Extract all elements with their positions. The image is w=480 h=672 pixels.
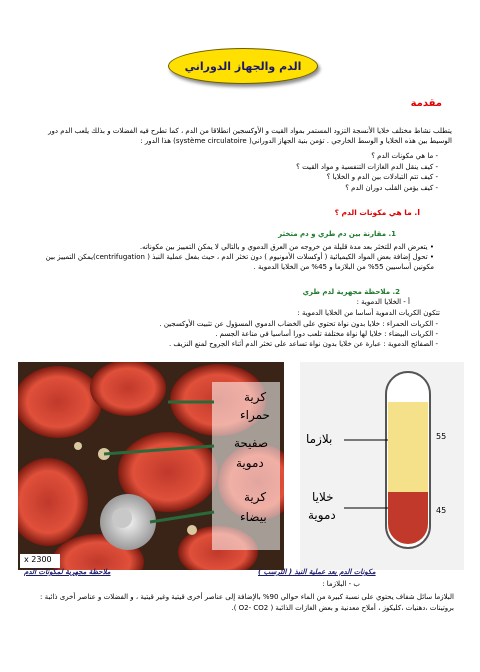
cell-item: - الكريات الحمراء : خلايا بدون نواة تحتوي على الخضاب الدموي المسؤول عن تثبيت الأوكسجين . [159,319,438,329]
intro-paragraph: يتطلب نشاط مختلف خلايا الأنسجة التزود المستمر بمواد القيت و الأوكسجين انطلاقا من الدم ، كما تطرح فيه الفضلات و بذلك يلعب الدم دور الوسيط بين هذه الخلايا و الوسط الخارجي . تؤمن بنية الجهاز الدوراني( système circulatoire) هذا الدور : [48,127,452,145]
section-heading-1: I. ما هي مكونات الدم ؟ [334,208,420,217]
plasma-label: بلازما [306,432,333,446]
magnification-label: x 2300 [24,555,52,564]
label-red: كرية [244,390,267,404]
label-white: بيضاء [240,510,267,524]
label-red: حمراء [240,408,270,422]
title-banner [168,48,318,84]
tube-illustration [300,362,464,570]
caption-centrifuge: مكونات الدم بعد عملية النبذ ( الترسب ) [258,568,376,576]
cells-heading: أ - الخلايا الدموية : [356,298,410,306]
question-item: - ما هي مكونات الدم ؟ [296,151,438,162]
cells-label: خلايا [312,490,334,504]
plasma-heading: ب - البلازما : [322,580,360,588]
bullet-item: • يتعرض الدم للتخثر بعد مدة قليلة من خروجه من العرق الدموي و بالتالي لا يمكن التمييز بين مكوناته. [40,242,434,252]
label-platelet: صفيحة [234,436,269,450]
caption-microscope: ملاحظة مجهرية لمكونات الدم [24,568,111,576]
subsection-heading-2: 2. ملاحظة مجهرية لدم طري [302,288,400,296]
platelet [187,525,197,535]
label-platelet: دموية [236,456,264,470]
cells-list [159,319,438,349]
cells-layer [388,492,428,544]
mark-55: 55 [436,432,447,441]
cells-label: دموية [308,508,336,522]
white-cell-nucleus [112,508,132,528]
microscope-image [18,362,284,570]
centrifuge-tube-image [300,362,464,570]
plasma-layer [388,402,428,492]
subsection-heading-1: 1. مقارنة بين دم طري و دم متخثر [278,230,396,238]
red-cell [90,362,166,416]
question-item: - كيف تتم التبادلات بين الدم و الخلايا ؟ [296,172,438,183]
question-item: - كيف يؤمن القلب دوران الدم ؟ [296,183,438,194]
bullet-item: • تحول إضافة بعض المواد الكيميائية ( أوكسلات الأمونيوم ) دون تخثر الدم ، حيث بفعل عملية النبذ ( centrifugation)يمكن التمييز بين مكونين أساسيين 55% من البلازما و 45% من الخلايا الدموية . [40,252,434,272]
question-item: - كيف ينقل الدم الغازات التنفسية و مواد القيت ؟ [296,162,438,173]
comparison-bullets [40,242,434,272]
intro-heading: مقدمة [410,98,442,109]
cells-intro: تتكون الكريات الدموية أساسا من الخلايا الدموية : [297,309,440,317]
red-cell [18,366,102,438]
cell-item: - الكريات البيضاء : خلايا لها نواة مختلفة تلعب دورا أساسيا في مناعة الجسم . [159,329,438,339]
plasma-paragraph: البلازما سائل شفاف يحتوي على نسبة كبيرة من الماء حوالي 90% بالإضافة إلى عناصر أخرى قيتية وغير قيتية ، و الفضلات و عناصر أخرى ذائبة : بروتينات ،دهنيات ،كليكوز ، أملاح معدنية و بعض الغازات الذائبة ( O2- CO2 ). [40,593,454,612]
cell-item: - الصفائح الدموية : عبارة عن خلايا بدون نواة تساعد على تخثر الدم أثناء الجروح لمنع النزيف . [159,339,438,349]
page-title: الدم والجهاز الدوراني [184,59,302,73]
mark-45: 45 [436,506,447,515]
label-white: كرية [244,490,267,504]
question-list [296,151,438,193]
platelet [74,442,82,450]
